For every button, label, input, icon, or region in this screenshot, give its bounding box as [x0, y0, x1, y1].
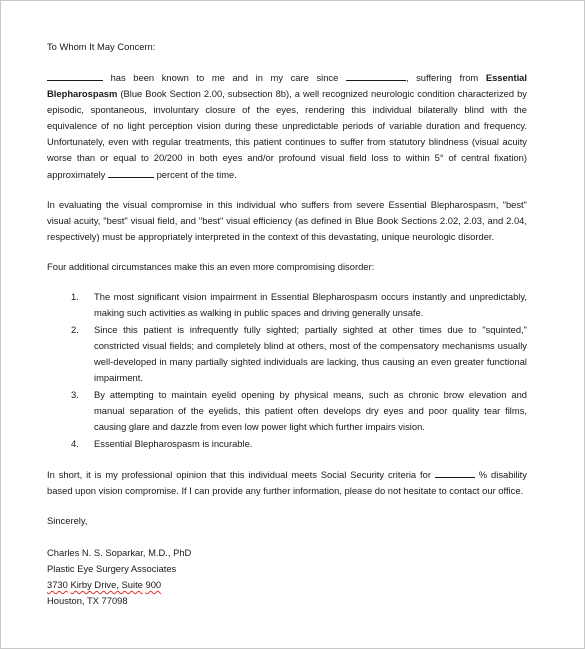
signer-organization: Plastic Eye Surgery Associates [47, 563, 177, 574]
signer-address: 3730 Kirby Drive, Suite 900 [47, 579, 162, 590]
list-number: 3. [71, 389, 79, 400]
condition-name: Essential Blepharospasm [47, 72, 527, 99]
patient-name-blank[interactable] [47, 69, 103, 81]
list-item-text: By attempting to maintain eyelid opening by physical means, such as chronic brow elevation and manual separation of the eyelids, this patient often develops dry eyes and poor quality tear films, causing glare and dazzle from even low power light which further impairs vision. [94, 389, 527, 432]
list-number: 1. [71, 291, 79, 302]
list-number: 4. [71, 438, 79, 449]
greeting: To Whom It May Concern: [47, 41, 156, 52]
signer-name: Charles N. S. Soparkar, M.D., PhD [47, 547, 192, 558]
list-item [47, 387, 527, 435]
list-number: 2. [71, 324, 79, 335]
signer-city: Houston, TX 77098 [47, 595, 128, 606]
paragraph-opinion: In short, it is my professional opinion that this individual meets Social Security criteria for % disability based upon vision compromise. If I can provide any further information, please do not hesitate to contact our office. [47, 466, 527, 499]
paragraph-circumstances-intro: Four additional circumstances make this an even more compromising disorder: [47, 261, 375, 272]
list-item-text: The most significant vision impairment in Essential Blepharospasm occurs instantly and unpredictably, making such activities as walking in public spaces and driving generally unsafe. [94, 291, 527, 318]
letter-body [47, 39, 527, 609]
list-item [47, 289, 527, 321]
list-item-text: Essential Blepharospasm is incurable. [94, 438, 253, 449]
disability-percent-blank[interactable] [435, 466, 475, 478]
circumstances-list [47, 289, 527, 452]
closing: Sincerely, [47, 515, 88, 526]
signature-block [47, 545, 527, 609]
paragraph-diagnosis: has been known to me and in my care since , suffering from Essential Blepharospasm (Blue Book Section 2.00, subsection 8b), a well recognized neurologic condition characterized by episodic, spontaneous, involuntary closure of the eyes, rendering this individual bilaterally blind with the equivalence of no light perception vision during these unpredictable periods of variable duration and frequency. Unfortunately, even with regular treatments, this patient continues to suffer from statutory blindness (visual acuity worse than or equal to 20/200 in both eyes and/or profound visual field loss to within 5° of central fixation) approximately percent of the time. [47, 69, 527, 183]
care-since-date-blank[interactable] [346, 69, 406, 81]
percent-time-blank[interactable] [108, 166, 154, 178]
list-item [47, 436, 527, 452]
list-item-text: Since this patient is infrequently fully sighted; partially sighted at other times due to "squinted," constricted visual fields; and completely blind at others, most of the compensatory mechanisms usually well-developed in many partially sighted individuals are lacking, thus causing an even greater functional impairment. [94, 324, 527, 383]
paragraph-evaluation: In evaluating the visual compromise in this individual who suffers from severe Essential Blepharospasm, "best" visual acuity, "best" visual field, and "best" visual efficiency (as defined in Blue Book Sections 2.02, 2.03, and 2.04, respectively) must be appropriately interpreted in the context of this devastating, unique neurologic disorder. [47, 199, 527, 242]
list-item [47, 322, 527, 386]
